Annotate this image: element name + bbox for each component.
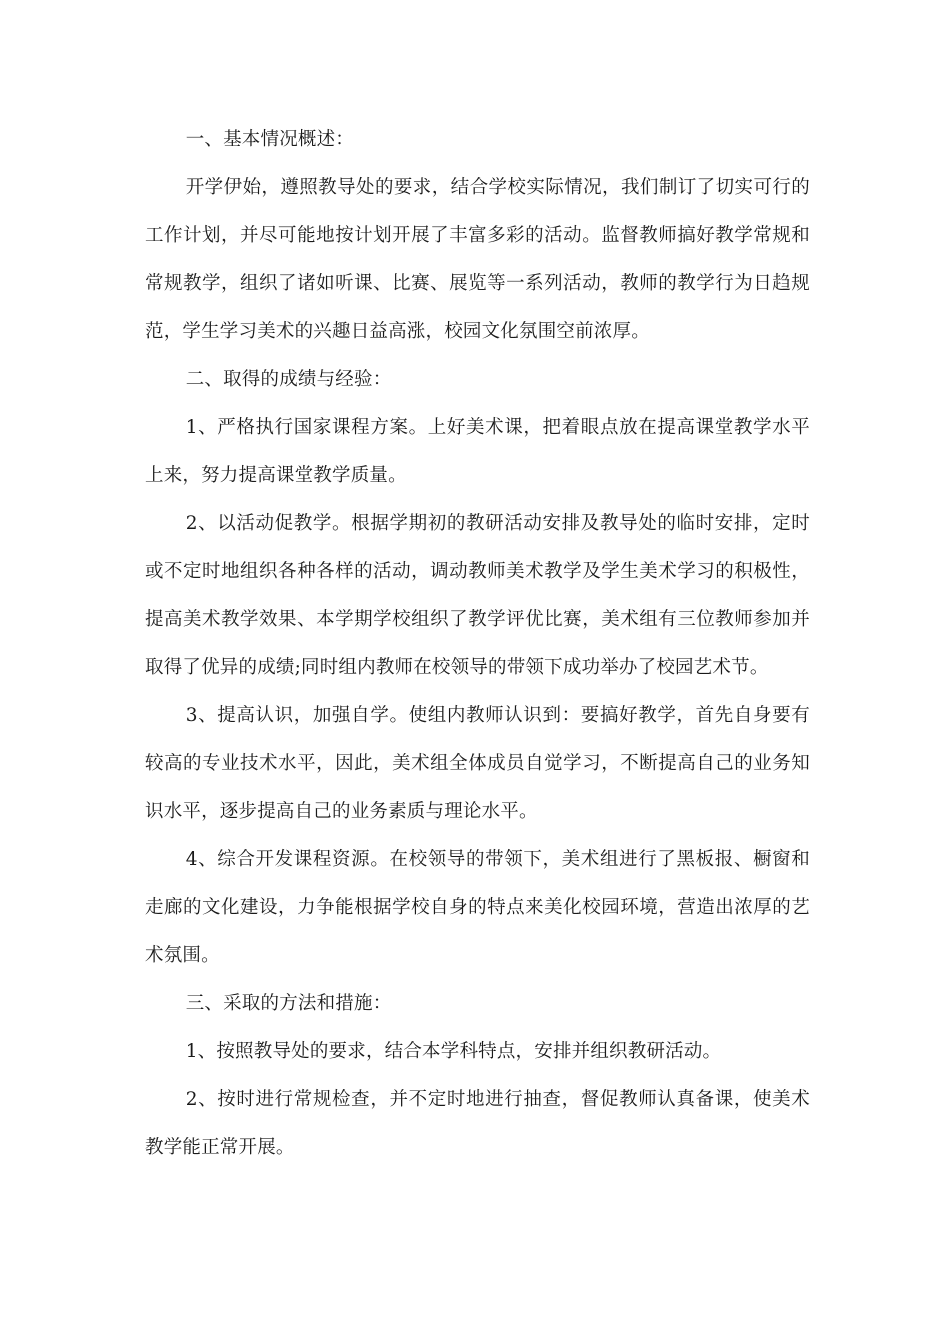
- paragraph-overview: 开学伊始，遵照教导处的要求，结合学校实际情况，我们制订了切实可行的工作计划，并尽可能地按计划开展了丰富多彩的活动。监督教师搞好教学常规和常规教学，组织了诸如听课、比赛、展览等一系列活动，教师的教学行为日趋规范，学生学习美术的兴趣日益高涨，校园文化氛围空前浓厚。: [145, 177, 810, 342]
- paragraph-achievement-3: 3、提高认识，加强自学。使组内教师认识到：要搞好教学，首先自身要有较高的专业技术水平，因此，美术组全体成员自觉学习，不断提高自己的业务知识水平，逐步提高自己的业务素质与理论水平。: [145, 705, 810, 822]
- section-heading-methods: 三、采取的方法和措施：: [185, 993, 392, 1014]
- paragraph-achievement-4: 4、综合开发课程资源。在校领导的带领下，美术组进行了黑板报、橱窗和走廊的文化建设，力争能根据学校自身的特点来美化校园环境，营造出浓厚的艺术氛围。: [145, 849, 810, 966]
- section-heading-achievements: 二、取得的成绩与经验：: [185, 369, 392, 390]
- section-heading-overview: 一、基本情况概述：: [185, 129, 354, 150]
- document-body: [145, 116, 810, 1172]
- paragraph-achievement-1: 1、严格执行国家课程方案。上好美术课，把着眼点放在提高课堂教学水平上来，努力提高课堂教学质量。: [145, 417, 810, 486]
- paragraph-achievement-2: 2、以活动促教学。根据学期初的教研活动安排及教导处的临时安排，定时或不定时地组织各种各样的活动，调动教师美术教学及学生美术学习的积极性，提高美术教学效果、本学期学校组织了教学评优比赛，美术组有三位教师参加并取得了优异的成绩;同时组内教师在校领导的带领下成功举办了校园艺术节。: [145, 513, 810, 678]
- paragraph-method-1: 1、按照教导处的要求，结合本学科特点，安排并组织教研活动。: [185, 1041, 722, 1062]
- paragraph-method-2: 2、按时进行常规检查，并不定时地进行抽查，督促教师认真备课，使美术教学能正常开展。: [145, 1089, 810, 1158]
